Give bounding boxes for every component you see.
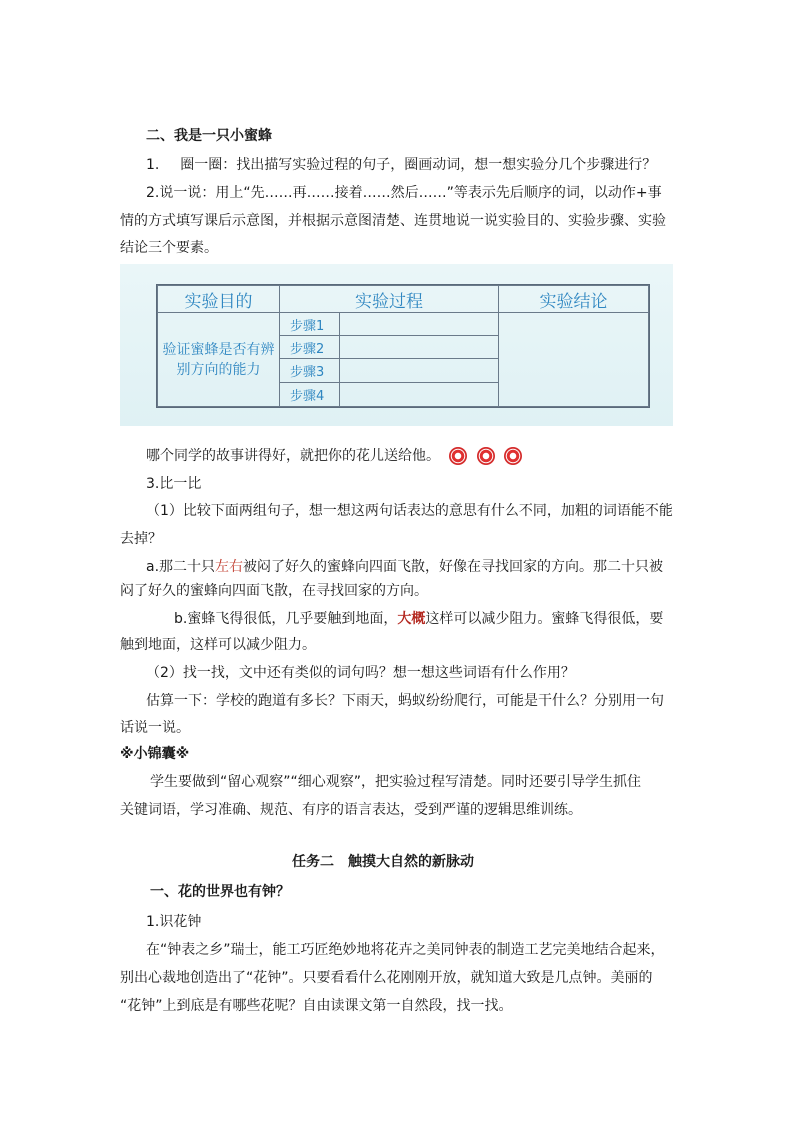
tip-line1: 学生要做到“留心观察”“细心观察”，把实验过程写清楚。同时还要引导学生抓住 (150, 774, 642, 790)
table-step-4-blank (339, 382, 499, 407)
tip-line2: 关键词语，学习准确、规范、有序的语言表达，受到严谨的逻辑思维训练。 (120, 802, 582, 818)
task2-title: 任务二 触摸大自然的新脉动 (292, 854, 474, 870)
estimate-line1: 估算一下：学校的跑道有多长？下雨天，蚂蚁纷纷爬行，可能是干什么？分别用一句 (146, 693, 664, 709)
table-conclusion-blank (498, 312, 649, 407)
table-step-2: 步骤2 (279, 335, 340, 359)
sentence-a-prefix: a.那二十只 (146, 559, 216, 575)
table-header-process: 实验过程 (279, 285, 499, 313)
table-step-3-blank (339, 358, 499, 383)
question-3-part1-line2: 去掉？ (120, 531, 162, 547)
table-step-1-blank (339, 312, 499, 336)
task2-item1: 1.识花钟 (146, 914, 202, 930)
table-step-3: 步骤3 (279, 358, 340, 383)
sentence-a-line2: 闷了好久的蜜蜂向四面飞散，在寻找回家的方向。 (120, 583, 428, 599)
estimate-line2: 话说一说。 (120, 720, 190, 736)
table-step-1: 步骤1 (279, 312, 340, 336)
flower-line (146, 445, 526, 467)
experiment-table (156, 284, 650, 408)
sentence-b-line1 (174, 608, 663, 630)
task2-para-line1: 在“钟表之乡”瑞士，能工巧匠绝妙地将花卉之美同钟表的制造工艺完美地结合起来， (146, 942, 665, 958)
table-step-4: 步骤4 (279, 382, 340, 407)
question-3-part1-line1: （1）比较下面两组句子，想一想这两句话表达的意思有什么不同，加粗的词语能不能 (146, 503, 673, 519)
question-3-part2: （2）找一找，文中还有类似的词句吗？想一想这些词语有什么作用？ (146, 665, 575, 681)
red-flower-icon (476, 446, 496, 466)
question-1-text: 圈一圈：找出描写实验过程的句子，圈画动词，想一想实验分几个步骤进行？ (180, 157, 657, 173)
sentence-a-highlight: 左右 (215, 559, 244, 575)
sentence-b-line2: 触到地面，这样可以减少阻力。 (120, 637, 316, 653)
table-header-conclusion: 实验结论 (498, 285, 649, 313)
task2-para-line3: “花钟”上到底是有哪些花呢？自由读课文第一自然段，找一找。 (120, 998, 513, 1014)
table-purpose-cell: 验证蜜蜂是否有辨别方向的能力 (157, 312, 280, 407)
question-2-line2: 情的方式填写课后示意图，并根据示意图清楚、连贯地说一说实验目的、实验步骤、实验 (120, 213, 666, 229)
section-heading: 二、我是一只小蜜蜂 (146, 128, 272, 144)
task2-subheading: 一、花的世界也有钟？ (150, 884, 290, 900)
task2-para-line2: 别出心裁地创造出了“花钟”。只要看看什么花刚刚开放，就知道大致是几点钟。美丽的 (120, 970, 653, 986)
question-1 (146, 154, 656, 176)
sentence-b-prefix: b.蜜蜂飞得很低，几乎要触到地面， (174, 611, 398, 627)
table-header-purpose: 实验目的 (157, 285, 280, 313)
sentence-a-line1 (146, 556, 663, 578)
question-2-line1: 2.说一说：用上“先……再……接着……然后……”等表示先后顺序的词，以动作+事 (146, 185, 662, 201)
question-2-line3: 结论三个要素。 (120, 240, 218, 256)
red-flower-icon (448, 446, 468, 466)
red-flower-icon (503, 446, 523, 466)
tip-title: ※小锦囊※ (120, 746, 190, 762)
sentence-b-highlight: 大概 (397, 611, 426, 627)
sentence-b-suffix: 这样可以减少阻力。蜜蜂飞得很低，要 (425, 611, 664, 627)
table-step-2-blank (339, 335, 499, 359)
question-1-number: 1. (146, 157, 160, 173)
flower-line-text: 哪个同学的故事讲得好，就把你的花儿送给他。 (146, 448, 440, 464)
sentence-a-suffix: 被闷了好久的蜜蜂向四面飞散，好像在寻找回家的方向。那二十只被 (243, 559, 664, 575)
question-3-title: 3.比一比 (146, 476, 202, 492)
